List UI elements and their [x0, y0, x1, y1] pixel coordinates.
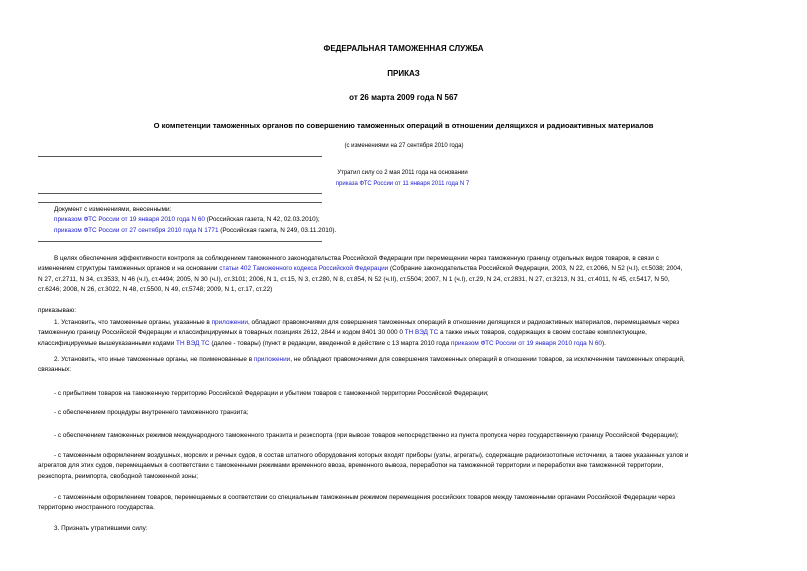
item-line: [38, 328, 768, 338]
amendment-link[interactable]: приказом ФТС России от 19 января 2010 года N 60: [450, 339, 602, 347]
text-run: 1. Установить, что таможенные органы, указанные в: [54, 319, 212, 326]
agency-heading: ФЕДЕРАЛЬНАЯ ТАМОЖЕННАЯ СЛУЖБА: [323, 44, 484, 53]
preamble-line: В целях обеспечения эффективности контроля за соблюдением таможенного законодательства Российской Федерации при перемещении через таможенную границу отдельных видов товаров, в связи с: [54, 255, 659, 262]
item-line: [38, 339, 768, 349]
lost-force-note: Утратил силу со 2 мая 2011 года на основании: [337, 170, 468, 176]
bullet-line: - с таможенным оформлением товаров, перемещаемых в соответствии со специальным таможенным режимом перемещения российских товаров между таможенными органами Российской Федерации через: [54, 494, 676, 501]
bullet-line: реэкспорта, реимпорта, свободной таможенной зоны;: [38, 472, 198, 480]
appendix-link[interactable]: приложении: [253, 356, 291, 363]
item-1: [38, 318, 768, 349]
order-word: приказываю:: [38, 307, 76, 314]
item-line: связанных:: [38, 366, 72, 374]
change-link[interactable]: приказом ФТС России от 19 января 2010 года N 60: [54, 216, 205, 224]
bullet-item: - с обеспечением таможенных режимов международного таможенного транзита и реэкспорта (при вывозе товаров непосредственно из пункта пропуска через государственную границу Российской Федерации);: [54, 432, 679, 439]
date-number-heading: от 26 марта 2009 года N 567: [349, 93, 458, 102]
divider: [38, 202, 322, 203]
code-article-link[interactable]: статьи 402 Таможенного кодекса Российской Федерации: [219, 265, 389, 273]
tn-ved-link[interactable]: ТН ВЭД ТС: [176, 339, 210, 347]
text-run: , обладают правомочиями для совершения таможенных операций в отношении делящихся и радиоактивных материалов, перемещаемых через: [247, 319, 680, 326]
lost-force-link[interactable]: приказа ФТС России от 11 января 2011 года N 7: [335, 181, 470, 187]
changes-block: [54, 205, 454, 236]
preamble-line: N 27, ст.2711, N 34, ст.3533, N 46 (ч.I), ст.4494; 2005, N 30 (ч.I), ст.3101; 2006, N 1, ст.15, N 3, ст.280, N 8, ст.854, N 52 (ч.II), ст.5504; 2007, N 1 (ч.I), ст.29, N 24, ст.2831, N 27, ст.3213, N 31, ст.4011, N 45, ст.5417, N 50,: [38, 275, 670, 283]
doc-type-heading: ПРИКАЗ: [387, 69, 420, 78]
bullet-item: [38, 493, 768, 514]
changes-item: [54, 226, 454, 236]
edition-note: (с изменениями на 27 сентября 2010 года): [344, 143, 464, 149]
bullet-item: - с обеспечением процедуры внутреннего таможенного транзита;: [54, 409, 249, 416]
change-source: (Российская газета, N 42, 02.03.2010);: [204, 216, 320, 224]
changes-heading: Документ с изменениями, внесенными:: [54, 206, 172, 213]
item-2: [38, 355, 768, 376]
preamble-line: [38, 264, 768, 274]
changes-item: [54, 215, 454, 225]
divider: [38, 193, 322, 194]
change-link[interactable]: приказом ФТС России от 27 сентября 2010 года N 1771: [54, 226, 219, 234]
divider: [38, 241, 322, 242]
text-run: таможенную границу Российской Федерации и классифицируемых в товарных позициях 2612, 2844 и кодом 8401 30 000 0: [38, 329, 405, 337]
text-run: а также иных товаров, содержащих в своем составе комплектующие,: [438, 329, 647, 337]
bullet-line: агрегатов для этих судов, перемещаемых в соответствии с таможенными режимами временного ввоза, временного вывоза, переработки на таможенной территории и переработки вне таможенной территории,: [38, 462, 664, 470]
text-run: 2. Установить, что иные таможенные органы, не поименованные в: [54, 356, 254, 363]
divider: [38, 156, 322, 157]
item-3: 3. Признать утратившими силу:: [54, 525, 148, 532]
item-line: [38, 355, 768, 365]
document-title: О компетенции таможенных органов по совершению таможенных операций в отношении делящихся и радиоактивных материалов: [153, 121, 654, 130]
text-run: классифицируемые вышеуказанными кодами: [38, 339, 177, 347]
text-run: ).: [601, 339, 606, 347]
tn-ved-link[interactable]: ТН ВЭД ТС: [404, 329, 439, 337]
bullet-line: территорию иностранного государства.: [38, 504, 155, 512]
item-line: [38, 318, 768, 328]
bullet-item: - с прибытием товаров на таможенную территорию Российской Федерации и убытием товаров с таможенной территории Российской Федерации;: [54, 390, 489, 397]
text-run: (далее - товары) (пункт в редакции, введенной в действие с 13 марта 2010 года: [209, 339, 451, 347]
text-run: (Собрание законодательства Российской Федерации, 2003, N 22, ст.2066, N 52 (ч.I), ст.5038; 2004,: [388, 265, 683, 273]
preamble: [38, 254, 768, 295]
change-source: (Российская газета, N 249, 03.11.2010).: [218, 226, 337, 234]
text-run: изменением структуры таможенных органов и на основании: [38, 265, 220, 273]
text-run: , не обладают правомочиями для совершения таможенных операций в отношении товаров, за исключением таможенных операций,: [290, 356, 685, 363]
appendix-link[interactable]: приложении: [211, 319, 248, 326]
preamble-line: ст.6246; 2008, N 26, ст.3022, N 48, ст.5500, N 49, ст.5748; 2009, N 1, ст.17, ст.22): [38, 285, 273, 293]
bullet-line: - с таможенным оформлением воздушных, морских и речных судов, в состав штатного оборудования которых входят приборы (узлы, агрегаты), содержащие радиоизотопные источники, а также указанных узлов и: [54, 452, 689, 459]
bullet-item: [38, 451, 768, 482]
